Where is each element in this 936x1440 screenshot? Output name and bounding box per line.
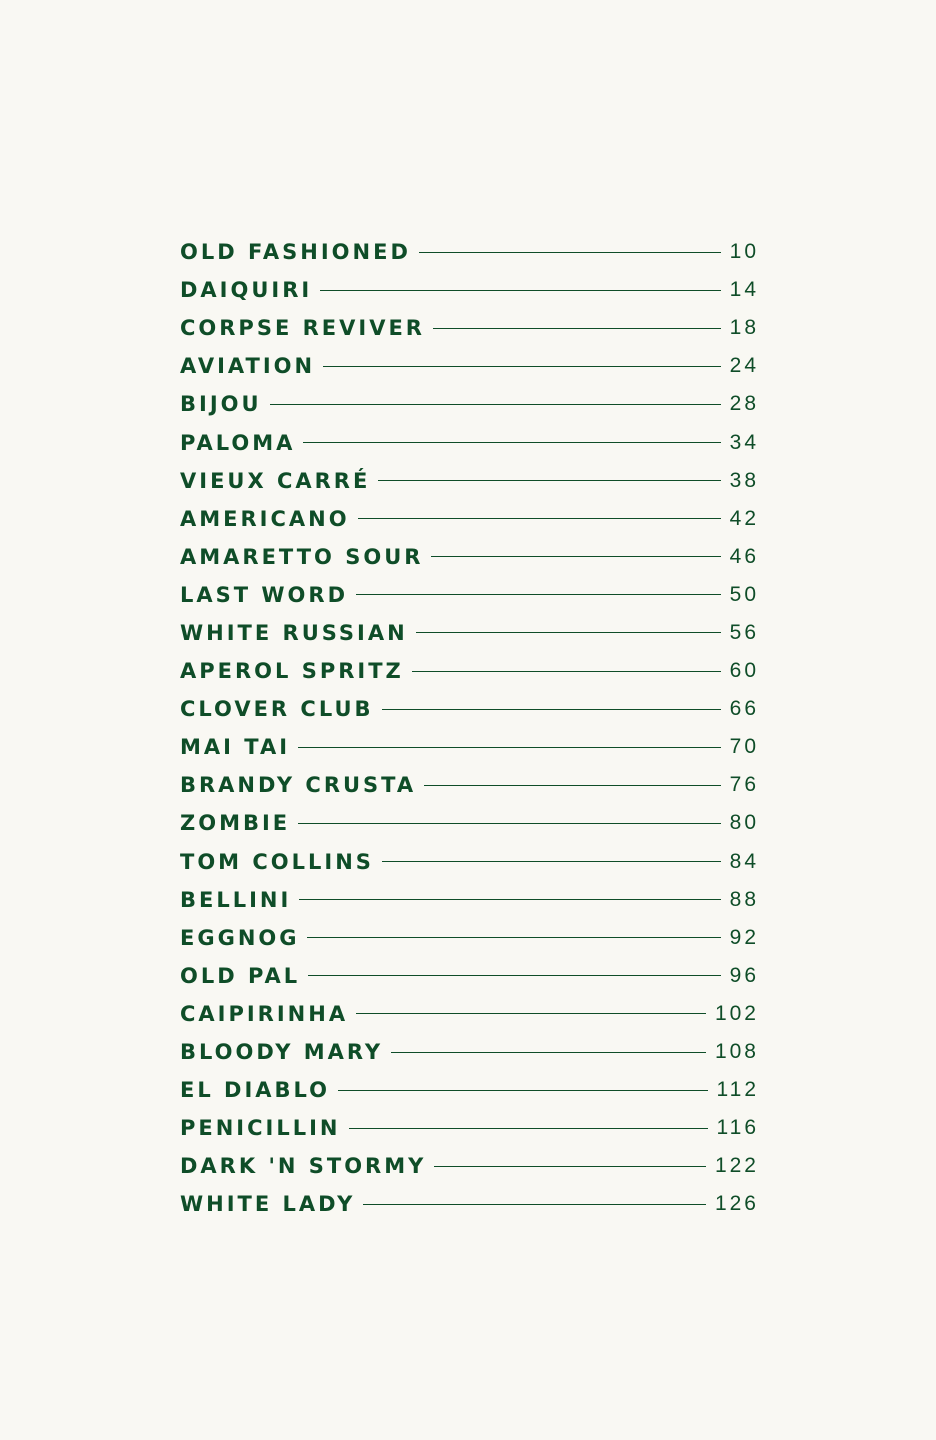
toc-leader-line	[363, 1204, 706, 1205]
toc-entry-page: 46	[729, 544, 759, 568]
toc-leader-line	[378, 480, 720, 481]
toc-entry-clover-club[interactable]	[180, 690, 759, 728]
toc-entry-aviation[interactable]	[180, 347, 759, 385]
toc-entry-page: 112	[716, 1078, 759, 1102]
toc-entry-title: CAIPIRINHA	[180, 1001, 349, 1026]
toc-leader-line	[320, 290, 720, 291]
toc-entry-page: 60	[729, 659, 759, 683]
toc-leader-line	[431, 556, 720, 557]
toc-leader-line	[298, 823, 720, 824]
toc-entry-page: 28	[729, 392, 759, 416]
toc-entry-old-fashioned[interactable]	[180, 233, 759, 271]
toc-leader-line	[299, 899, 720, 900]
toc-entry-page: 38	[729, 468, 759, 492]
toc-leader-line	[356, 594, 721, 595]
toc-entry-page: 76	[729, 773, 759, 797]
toc-entry-page: 116	[716, 1116, 759, 1140]
toc-entry-title: CORPSE REVIVER	[180, 316, 425, 341]
toc-leader-line	[424, 785, 721, 786]
toc-entry-white-lady[interactable]	[180, 1185, 759, 1223]
toc-entry-page: 92	[729, 925, 759, 949]
toc-entry-dark-n-stormy[interactable]	[180, 1147, 759, 1185]
toc-leader-line	[416, 632, 721, 633]
toc-entry-title: VIEUX CARRÉ	[180, 468, 371, 493]
toc-leader-line	[307, 937, 720, 938]
toc-leader-line	[303, 442, 720, 443]
toc-entry-title: EGGNOG	[180, 925, 300, 950]
toc-leader-line	[382, 861, 721, 862]
toc-leader-line	[382, 709, 721, 710]
toc-leader-line	[323, 366, 721, 367]
toc-entry-page: 122	[714, 1154, 759, 1178]
toc-entry-title: BIJOU	[180, 392, 262, 417]
toc-entry-title: BRANDY CRUSTA	[180, 773, 417, 798]
toc-entry-title: AVIATION	[180, 354, 316, 379]
toc-entry-mai-tai[interactable]	[180, 728, 759, 766]
toc-leader-line	[308, 975, 721, 976]
toc-entry-old-pal[interactable]	[180, 957, 759, 995]
toc-entry-last-word[interactable]	[180, 576, 759, 614]
toc-entry-title: BELLINI	[180, 887, 292, 912]
toc-entry-page: 42	[729, 506, 759, 530]
toc-entry-title: BLOODY MARY	[180, 1040, 384, 1065]
toc-entry-bloody-mary[interactable]	[180, 1033, 759, 1071]
toc-entry-title: APEROL SPRITZ	[180, 659, 404, 684]
toc-entry-title: PENICILLIN	[180, 1116, 341, 1141]
toc-leader-line	[434, 1166, 706, 1167]
toc-entry-title: EL DIABLO	[180, 1078, 331, 1103]
toc-entry-corpse-reviver[interactable]	[180, 309, 759, 347]
toc-entry-title: OLD FASHIONED	[180, 240, 411, 265]
toc-entry-eggnog[interactable]	[180, 919, 759, 957]
toc-entry-page: 50	[729, 582, 759, 606]
toc-entry-page: 96	[729, 963, 759, 987]
toc-entry-zombie[interactable]	[180, 804, 759, 842]
toc-leader-line	[356, 1013, 706, 1014]
toc-entry-page: 80	[729, 811, 759, 835]
toc-entry-page: 18	[729, 316, 759, 340]
toc-entry-title: WHITE RUSSIAN	[180, 620, 408, 645]
toc-entry-title: LAST WORD	[180, 582, 349, 607]
toc-leader-line	[298, 747, 721, 748]
toc-entry-americano[interactable]	[180, 500, 759, 538]
toc-entry-page: 102	[714, 1001, 759, 1025]
toc-leader-line	[338, 1090, 707, 1091]
toc-entry-vieux-carre[interactable]	[180, 462, 759, 500]
toc-entry-page: 56	[729, 620, 759, 644]
toc-entry-title: PALOMA	[180, 430, 296, 455]
toc-leader-line	[270, 404, 721, 405]
toc-entry-title: MAI TAI	[180, 735, 291, 760]
toc-entry-page: 126	[714, 1192, 759, 1216]
toc-entry-title: DAIQUIRI	[180, 278, 313, 303]
toc-entry-page: 66	[729, 697, 759, 721]
toc-leader-line	[358, 518, 721, 519]
toc-entry-title: DARK 'N STORMY	[180, 1154, 427, 1179]
toc-entry-title: ZOMBIE	[180, 811, 291, 836]
toc-entry-bijou[interactable]	[180, 385, 759, 423]
toc-entry-caipirinha[interactable]	[180, 995, 759, 1033]
toc-entry-aperol-spritz[interactable]	[180, 652, 759, 690]
toc-entry-amaretto-sour[interactable]	[180, 538, 759, 576]
toc-entry-el-diablo[interactable]	[180, 1071, 759, 1109]
toc-entry-title: WHITE LADY	[180, 1192, 356, 1217]
toc-leader-line	[433, 328, 721, 329]
toc-entry-page: 84	[729, 849, 759, 873]
toc-entry-title: TOM COLLINS	[180, 849, 374, 874]
toc-entry-title: CLOVER CLUB	[180, 697, 374, 722]
toc-entry-paloma[interactable]	[180, 423, 759, 461]
toc-entry-daiquiri[interactable]	[180, 271, 759, 309]
toc-entry-title: AMARETTO SOUR	[180, 544, 424, 569]
toc-entry-page: 88	[729, 887, 759, 911]
toc-entry-brandy-crusta[interactable]	[180, 766, 759, 804]
toc-leader-line	[419, 252, 721, 253]
toc-entry-tom-collins[interactable]	[180, 843, 759, 881]
toc-entry-white-russian[interactable]	[180, 614, 759, 652]
toc-leader-line	[349, 1128, 708, 1129]
toc-entry-penicillin[interactable]	[180, 1109, 759, 1147]
toc-entry-title: AMERICANO	[180, 506, 350, 531]
toc-entry-page: 14	[729, 278, 759, 302]
table-of-contents	[180, 233, 759, 1223]
toc-entry-title: OLD PAL	[180, 963, 301, 988]
toc-leader-line	[391, 1052, 706, 1053]
toc-entry-page: 10	[729, 240, 759, 264]
toc-entry-page: 34	[729, 430, 759, 454]
toc-entry-page: 108	[714, 1040, 759, 1064]
toc-leader-line	[412, 671, 721, 672]
toc-entry-bellini[interactable]	[180, 881, 759, 919]
toc-entry-page: 70	[729, 735, 759, 759]
toc-entry-page: 24	[729, 354, 759, 378]
